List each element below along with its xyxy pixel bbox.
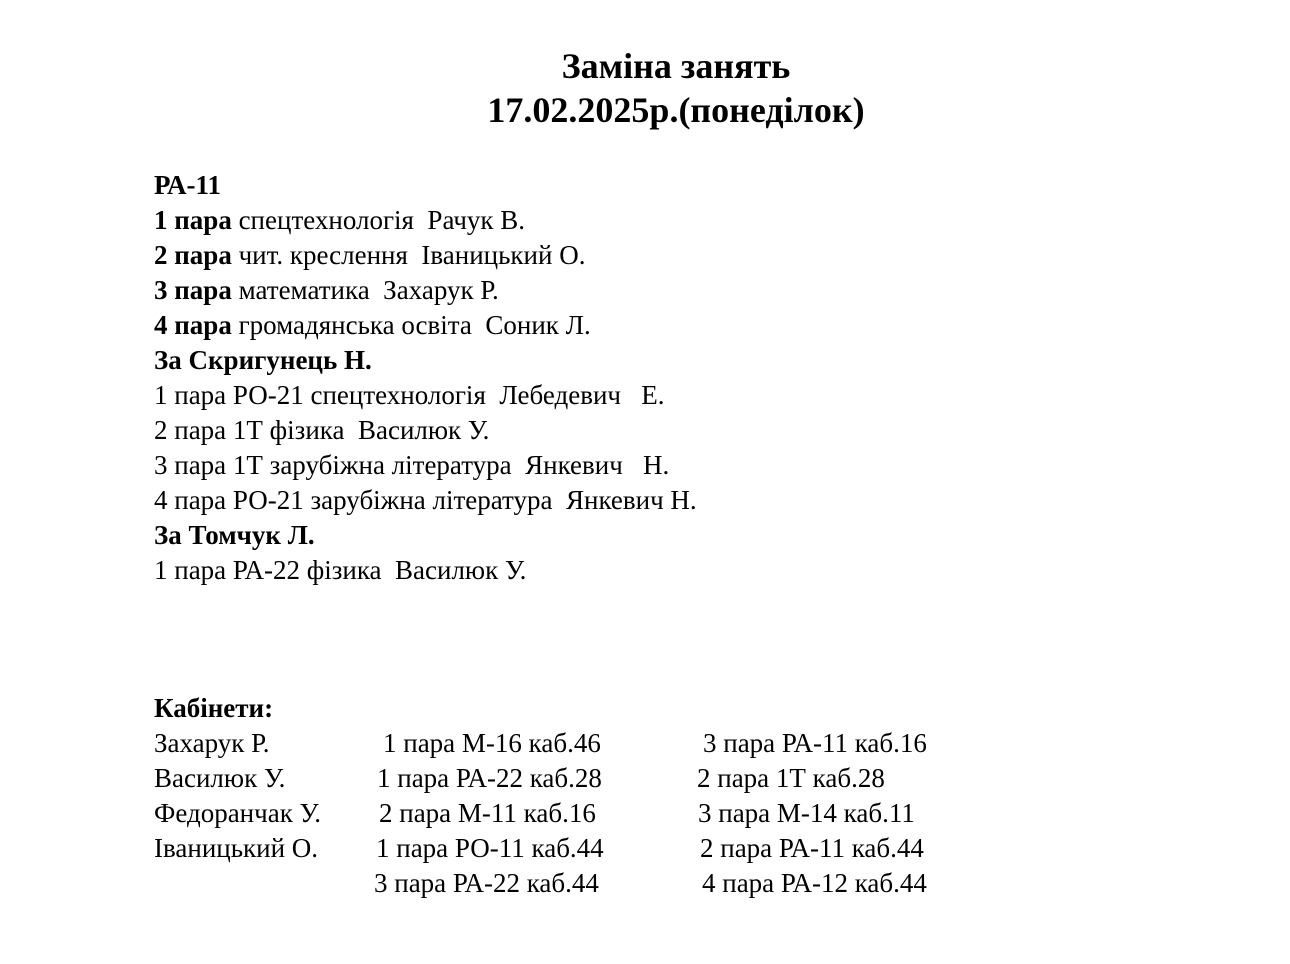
room-slot-2: 2 пара РА-11 каб.44 [700, 833, 924, 863]
replacement-line: 1 пара РА-22 фізика Василюк У. [154, 555, 527, 585]
replacement-heading: За Скригунець Н. [154, 345, 372, 375]
room-slot-2: 4 пара РА-12 каб.44 [702, 868, 927, 898]
replacement-line: 3 пара 1Т зарубіжна література Янкевич Н. [154, 450, 670, 480]
lesson-row [154, 203, 697, 238]
lesson-text: громадянська освіта Соник Л. [231, 310, 591, 340]
room-slot-1: 1 пара РО-11 каб.44 [376, 833, 604, 863]
page-date: 17.02.2025р.(понеділок) [487, 90, 865, 130]
lesson-text: чит. креслення Іваницький О. [231, 240, 586, 270]
room-row [154, 831, 1154, 866]
lesson-text: математика Захарук Р. [231, 275, 499, 305]
teacher-name: Захарук Р. [154, 728, 270, 758]
teacher-name: Федоранчак У. [154, 798, 322, 828]
room-slot-1: 3 пара РА-22 каб.44 [374, 868, 599, 898]
lesson-row [154, 273, 697, 308]
replacement-line: 2 пара 1Т фізика Василюк У. [154, 415, 490, 445]
room-slot-1: 1 пара М-16 каб.46 [383, 728, 601, 758]
room-row [154, 796, 1154, 831]
rooms-section [154, 691, 1154, 901]
room-slot-2: 2 пара 1Т каб.28 [697, 763, 885, 793]
rooms-heading: Кабінети: [154, 693, 274, 723]
page-title: Заміна занять [561, 46, 791, 86]
room-slot-2: 3 пара М-14 каб.11 [698, 798, 915, 828]
lesson-number: 1 пара [154, 205, 232, 235]
room-row [154, 866, 1154, 901]
lesson-row [154, 308, 697, 343]
room-slot-2: 3 пара РА-11 каб.16 [703, 728, 927, 758]
replacement-line: 4 пара РО-21 зарубіжна література Янкевич Н. [154, 485, 697, 515]
lesson-number: 3 пара [154, 275, 232, 305]
replacement-heading: За Томчук Л. [154, 520, 315, 550]
replacement-line: 1 пара РО-21 спецтехнологія Лебедевич Е. [154, 380, 665, 410]
teacher-name: Іваницький О. [154, 833, 319, 863]
teacher-name: Василюк У. [154, 763, 286, 793]
lesson-row [154, 238, 697, 273]
room-slot-1: 2 пара М-11 каб.16 [379, 798, 596, 828]
lesson-number: 2 пара [154, 240, 232, 270]
lesson-number: 4 пара [154, 310, 232, 340]
lesson-text: спецтехнологія Рачук В. [231, 205, 526, 235]
room-slot-1: 1 пара РА-22 каб.28 [377, 763, 602, 793]
group-name: РА-11 [154, 170, 222, 200]
room-row [154, 726, 1154, 761]
room-row [154, 761, 1154, 796]
schedule-content [154, 168, 697, 588]
